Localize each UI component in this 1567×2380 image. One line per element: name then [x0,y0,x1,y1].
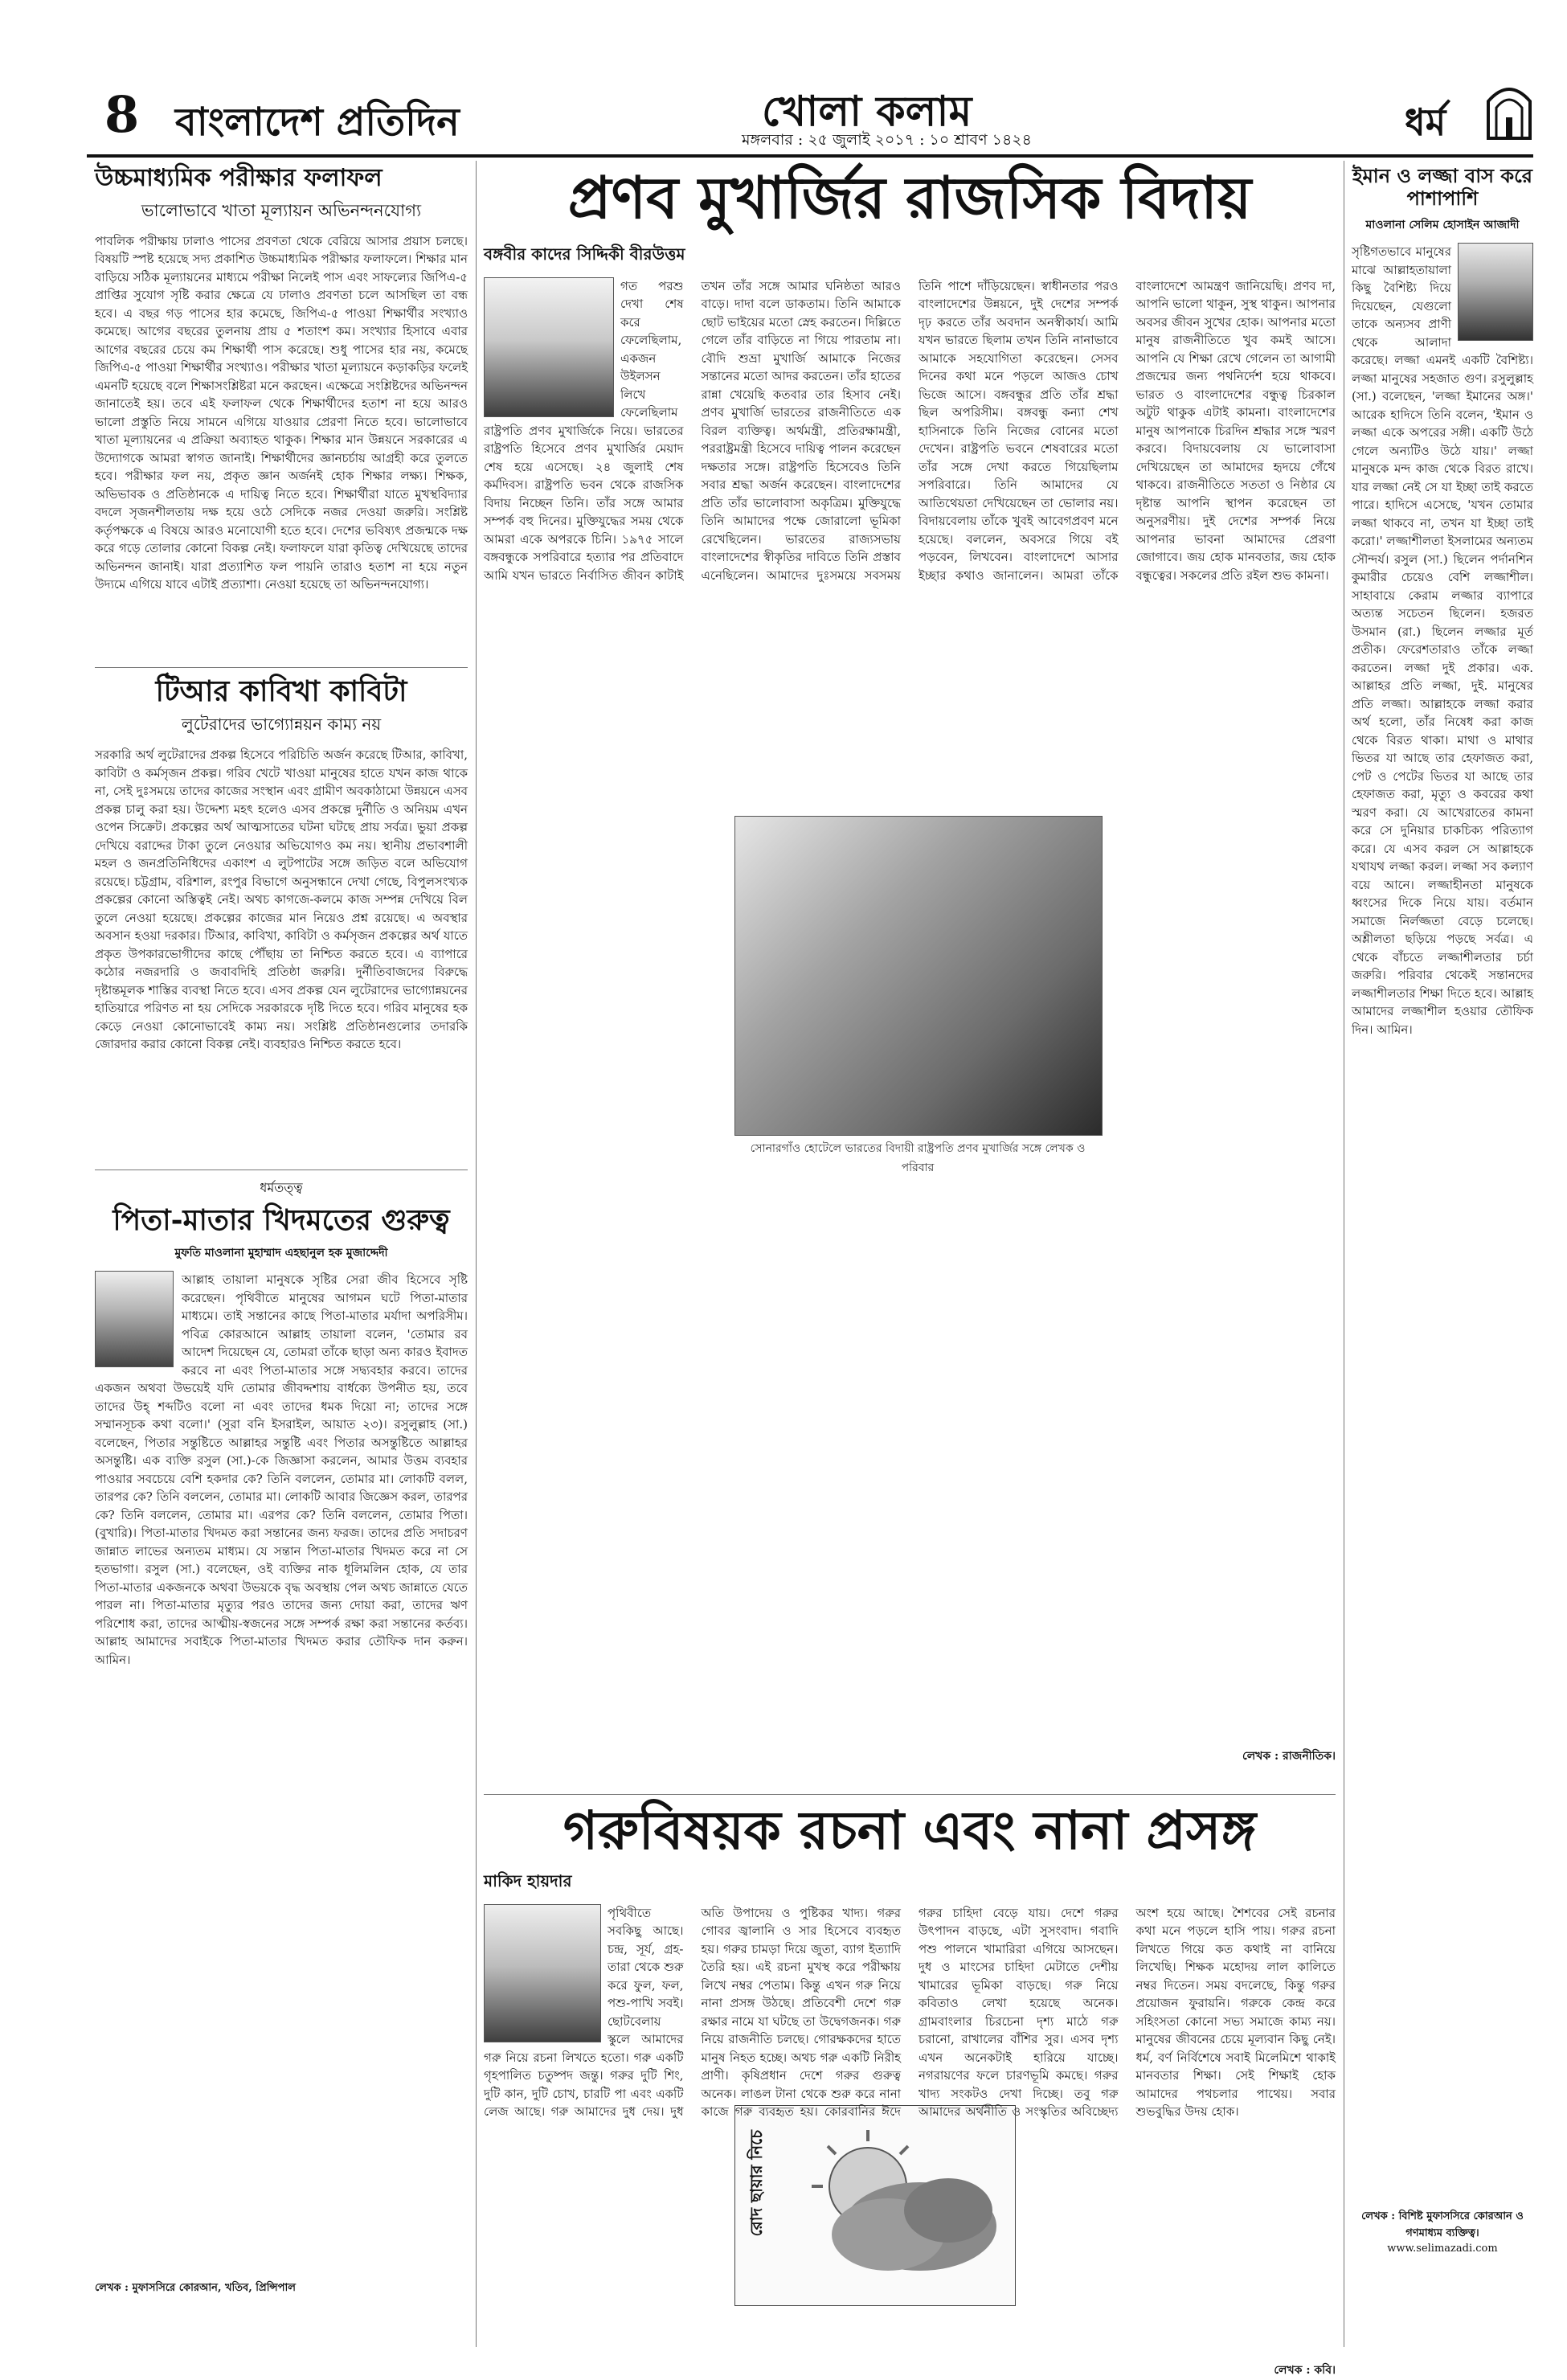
tr-editorial [95,675,468,1165]
page-number: 8 [104,85,140,144]
cow-article [484,1799,1336,2377]
hsc-editorial [95,165,468,663]
masthead-rule [87,154,1533,158]
pranab-headline: প্রণব মুখার্জির রাজসিক বিদায় [567,163,1252,231]
column-divider-left [476,161,477,2347]
separator [484,1794,1336,1795]
parents-body: আল্লাহ তায়ালা মানুষকে সৃষ্টির সেরা জীব হিসেবে সৃষ্টি করেছেন। পৃথিবীতে মানুষের আগমন ঘটে পিতা-মাতার মাধ্যমে। তাই সন্তানের কাছে পিতা-মাতার মর্যাদা অপরিসীম। পবিত্র কোরআনে আল্লাহ তায়ালা বলেন, 'তোমার রব আদেশ দিয়েছেন যে, তোমরা তাঁকে ছাড়া অন্য কারও ইবাদত করবে না এবং পিতা-মাতার সঙ্গে সদ্ব্যবহার করবে। তাদের একজন অথবা উভয়েই যদি তোমার জীবদ্দশায় বার্ধক্যে উপনীত হয়, তবে তাদের উহ্‌ শব্দটিও বলো না এবং তাদের ধমক দিয়ো না; তাদের সঙ্গে সম্মানসূচক কথা বলো।' (সুরা বনি ইসরাইল, আয়াত ২৩)। রসুলুল্লাহ (সা.) বলেছেন, পিতার সন্তুষ্টিতে আল্লাহর সন্তুষ্টি এবং পিতার অসন্তুষ্টিতে আল্লাহর অসন্তুষ্টি। এক ব্যক্তি রসুল (সা.)-কে জিজ্ঞাসা করলেন, আমার উত্তম ব্যবহার পাওয়ার সবচেয়ে বেশি হকদার কে? তিনি বললেন, তোমার মা। লোকটি বলল, তারপর কে? তিনি বললেন, তোমার মা। লোকটি আবার জিজ্ঞেস করল, তারপর কে? তিনি বললেন, তোমার মা। এরপর কে? তিনি বললেন, তোমার পিতা। (বুখারি)। পিতা-মাতার খিদমত করা সন্তানের জন্য ফরজ। তাদের প্রতি সদাচরণ জান্নাত লাভের অন্যতম মাধ্যম। যে সন্তান পিতা-মাতার খিদমত করে না সে হতভাগা। রসুল (সা.) বলেছেন, ওই ব্যক্তির নাক ধূলিমলিন হোক, যে তার পিতা-মাতার একজনকে অথবা উভয়কে বৃদ্ধ অবস্থায় পেল অথচ জান্নাতে যেতে পারল না। পিতা-মাতার মৃত্যুর পরও তাদের জন্য দোয়া করা, তাদের ঋণ পরিশোধ করা, তাদের আত্মীয়-স্বজনের সঙ্গে সম্পর্ক রক্ষা করা সন্তানের কর্তব্য। আল্লাহ আমাদের সবাইকে পিতা-মাতার খিদমত করার তৌফিক দান করুন। আমিন। [95,1272,468,1667]
cow-author-note: লেখক : কবি। [1274,2363,1336,2377]
photo-caption: সোনারগাঁও হোটেলে ভারতের বিদায়ী রাষ্ট্রপতি প্রণব মুখার্জির সঙ্গে লেখক ও পরিবার [750,1141,1086,1174]
pranab-body [484,277,1336,1740]
author-portrait [95,1271,174,1367]
masthead [87,71,1533,151]
pranab-article [484,165,1336,1788]
weather-box-title: রোদ ছায়ার নিচে [747,2129,766,2237]
hsc-body: পাবলিক পরীক্ষায় ঢালাও পাসের প্রবণতা থেকে বেরিয়ে আসার প্রয়াস চলছে। বিষয়টি স্পষ্ট হয়েছে সদ্য প্রকাশিত উচ্চমাধ্যমিক পরীক্ষার ফলাফলে। শিক্ষার মান বাড়িয়ে সঠিক মূল্যায়নের মাধ্যমে পরীক্ষা নিলেই পাস এবং সাফল্যের জিপিএ-৫ প্রাপ্তির সুযোগ সৃষ্টি করার ক্ষেত্রে যে ঢালাও প্রবণতা চলে আসছিল তা বন্ধ হবে। এ বছর গড় পাসের হার কমেছে, জিপিএ-৫ পাওয়া শিক্ষার্থীর সংখ্যাও কমেছে। আগের বছরের তুলনায় প্রায় ৫ শতাংশ কম। সংখ্যার হিসাবে এবার আগের বছরের চেয়ে কম শিক্ষার্থী পাস করেছে। শুধু পাসের হার নয়, কমেছে জিপিএ-৫ পাওয়া শিক্ষার্থীর সংখ্যাও। পরীক্ষার খাতা মূল্যায়নে কড়াকড়ির ফলেই এমনটি হয়েছে বলে শিক্ষাসংশ্লিষ্টরা মনে করছেন। এক্ষেত্রে সংশ্লিষ্টদের অভিনন্দন জানাতেই হয়। তবে এই ফলাফল থেকে শিক্ষার্থীদের হতাশ না হয়ে আরও ভালো প্রস্তুতি নিয়ে সামনে এগিয়ে যাওয়ার প্রেরণা নিতে হবে। ভালোভাবে খাতা মূল্যায়নের এ প্রক্রিয়া অব্যাহত থাকুক। শিক্ষার মান উন্নয়নে সরকারের এ উদ্যোগকে আমরা স্বাগত জানাই। শিক্ষার্থীদের জ্ঞানচর্চায় আগ্রহী করে তুলতে হবে। পরীক্ষার ফল নয়, প্রকৃত জ্ঞান অর্জনই হোক শিক্ষার লক্ষ্য। শিক্ষক, অভিভাবক ও প্রতিষ্ঠানকে এ দায়িত্ব নিতে হবে। শিক্ষার্থীরা যাতে মুখস্থবিদ্যার বদলে সৃজনশীলতায় দক্ষ হয়ে ওঠে সেদিকে নজর দেওয়া জরুরি। সংশ্লিষ্ট কর্তৃপক্ষকে এ বিষয়ে আরও মনোযোগী হতে হবে। দেশের ভবিষ্যৎ প্রজন্মকে দক্ষ করে গড়ে তোলার কোনো বিকল্প নেই। ফলাফলে যারা কৃতিত্ব দেখিয়েছে তাদের অভিনন্দন জানাই। যারা প্রত্যাশিত ফল পায়নি তারাও হতাশ না হয়ে নতুন উদ্যমে এগিয়ে যাবে এটাই প্রত্যাশা। নেওয়া হয়েছে তা অভিনন্দনযোগ্য। [95,233,468,592]
hsc-subhead: ভালোভাবে খাতা মূল্যায়ন অভিনন্দনযোগ্য [141,200,422,220]
parents-kicker: ধর্মতত্ত্ব [260,1180,303,1195]
cow-body [484,1904,1336,2362]
separator [95,667,468,668]
cow-body-text: পৃথিবীতে সবকিছু আছে। চন্দ্র, সূর্য, গ্রহ-তারা থেকে শুরু করে ফুল, ফল, পশু-পাখি সবই। ছোটবেলায় স্কুলে আমাদের গরু নিয়ে রচনা লিখতে হতো। গরু একটি গৃহপালিত চতুষ্পদ জন্তু। গরুর দুটি শিং, দুটি কান, দুটি চোখ, চারটি পা এবং একটি লেজ আছে। গরু আমাদের দুধ দেয়। দুধ অতি উপাদেয় ও পুষ্টিকর খাদ্য। গরুর গোবর জ্বালানি ও সার হিসেবে ব্যবহৃত হয়। গরুর চামড়া দিয়ে জুতা, ব্যাগ ইত্যাদি তৈরি হয়। এই রচনা মুখস্থ করে পরীক্ষায় লিখে নম্বর পেতাম। কিন্তু এখন গরু নিয়ে নানা প্রসঙ্গ উঠছে। প্রতিবেশী দেশে গরু রক্ষার নামে যা ঘটছে তা উদ্বেগজনক। গরু নিয়ে রাজনীতি চলছে। গোরক্ষকদের হাতে মানুষ নিহত হচ্ছে। অথচ গরু একটি নিরীহ প্রাণী। কৃষিপ্রধান দেশে গরুর গুরুত্ব অনেক। লাঙল টানা থেকে শুরু করে নানা কাজে গরু ব্যবহৃত হয়। কোরবানির ঈদে গরুর চাহিদা বেড়ে যায়। দেশে গরুর উৎপাদন বাড়ছে, এটা সুসংবাদ। গবাদি পশু পালনে খামারিরা এগিয়ে আসছেন। দুধ ও মাংসের চাহিদা মেটাতে দেশীয় খামারের ভূমিকা বাড়ছে। গরু নিয়ে কবিতাও লেখা হয়েছে অনেক। গ্রামবাংলার চিরচেনা দৃশ্য মাঠে গরু চরানো, রাখালের বাঁশির সুর। এসব দৃশ্য এখন অনেকটাই হারিয়ে যাচ্ছে। নগরায়ণের ফলে চারণভূমি কমছে। গরুর খাদ্য সংকটও দেখা দিচ্ছে। তবু গরু আমাদের অর্থনীতি ও সংস্কৃতির অবিচ্ছেদ্য অংশ হয়ে আছে। শৈশবের সেই রচনার কথা মনে পড়লে হাসি পায়। গরুর রচনা লিখতে গিয়ে কত কথাই না বানিয়ে লিখেছি। শিক্ষক মহোদয় লাল কালিতে নম্বর দিতেন। সময় বদলেছে, কিন্তু গরুর প্রয়োজন ফুরায়নি। গরুকে কেন্দ্র করে সহিংসতা কোনো সভ্য সমাজে কাম্য নয়। মানুষের জীবনের চেয়ে মূল্যবান কিছু নেই। ধর্ম, বর্ণ নির্বিশেষে সবাই মিলেমিশে থাকাই মানবতার শিক্ষা। সেই শিক্ষাই হোক আমাদের পথচলার পাথেয়। সবার শুভবুদ্ধির উদয় হোক। [484,1905,1336,2120]
parents-byline: মুফতি মাওলানা মুহাম্মাদ এহছানুল হক মুজাদ্দেদী [174,1247,388,1260]
parents-article [95,1178,468,2347]
pranab-author-note: লেখক : রাজনীতিক। [1242,1749,1336,1763]
parents-author-note: লেখক : মুফাসসিরে কোরআন, খতিব, প্রিন্সিপাল [95,2282,296,2295]
religion-section-label: ধর্ম [1405,100,1446,144]
iman-body: সৃষ্টিগতভাবে মানুষের মাঝে আল্লাহতায়ালা কিছু বৈশিষ্ট্য দিয়ে দিয়েছেন, যেগুলো তাকে অন্যসব প্রাণী থেকে আলাদা করেছে। লজ্জা এমনই একটি বৈশিষ্ট্য। লজ্জা মানুষের সহজাত গুণ। রসুলুল্লাহ (সা.) বলেছেন, 'লজ্জা ইমানের অঙ্গ।' আরেক হাদিসে তিনি বলেন, 'ইমান ও লজ্জা একে অপরের সঙ্গী। একটি উঠে গেলে অন্যটিও উঠে যায়।' লজ্জা মানুষকে মন্দ কাজ থেকে বিরত রাখে। যার লজ্জা নেই সে যা ইচ্ছা তাই করতে পারে। হাদিসে এসেছে, 'যখন তোমার লজ্জা থাকবে না, তখন যা ইচ্ছা তাই করো।' লজ্জাশীলতা ইসলামের অন্যতম সৌন্দর্য। রসুল (সা.) ছিলেন পর্দানশিন কুমারীর চেয়েও বেশি লজ্জাশীল। সাহাবায়ে কেরাম লজ্জার ব্যাপারে অত্যন্ত সচেতন ছিলেন। হজরত উসমান (রা.) ছিলেন লজ্জার মূর্ত প্রতীক। ফেরেশতারাও তাঁকে লজ্জা করতেন। লজ্জা দুই প্রকার। এক. আল্লাহর প্রতি লজ্জা, দুই. মানুষের প্রতি লজ্জা। আল্লাহকে লজ্জা করার অর্থ হলো, তাঁর নিষেধ করা কাজ থেকে বিরত থাকা। মাথা ও মাথার ভিতর যা আছে তার হেফাজত করা, পেট ও পেটের ভিতর যা আছে তার হেফাজত করা, মৃত্যু ও কবরের কথা স্মরণ করা। যে আখেরাতের কামনা করে সে দুনিয়ার চাকচিক্য পরিত্যাগ করে। যে এসব করল সে আল্লাহকে যথাযথ লজ্জা করল। লজ্জা সব কল্যাণ বয়ে আনে। লজ্জাহীনতা মানুষকে ধ্বংসের দিকে নিয়ে যায়। বর্তমান সমাজে নির্লজ্জতা বেড়ে চলেছে। অশ্লীলতা ছড়িয়ে পড়ছে সর্বত্র। এ থেকে বাঁচতে লজ্জাশীলতার চর্চা জরুরি। পরিবার থেকেই সন্তানদের লজ্জাশীলতার শিক্ষা দিতে হবে। আল্লাহ আমাদের লজ্জাশীল হওয়ার তৌফিক দিন। আমিন। [1352,244,1533,1037]
pranab-body-text: গত পরশু দেখা শেষ করে ফেলেছিলাম, একজন উইলসন লিখে ফেলেছিলাম রাষ্ট্রপতি প্রণব মুখার্জিকে নিয়ে। ভারতের রাষ্ট্রপতি হিসেবে প্রণব মুখার্জির মেয়াদ শেষ হয়ে এসেছে। ২৪ জুলাই শেষ কর্মদিবস। রাষ্ট্রপতি ভবন থেকে রাজসিক বিদায় নিচ্ছেন তিনি। তাঁর সঙ্গে আমার সম্পর্ক বহু দিনের। মুক্তিযুদ্ধের সময় থেকে আমরা একে অপরকে চিনি। ১৯৭৫ সালে বঙ্গবন্ধুকে সপরিবারে হত্যার পর প্রতিবাদে আমি যখন ভারতে নির্বাসিত জীবন কাটাই তখন তাঁর সঙ্গে আমার ঘনিষ্ঠতা আরও বাড়ে। দাদা বলে ডাকতাম। তিনি আমাকে ছোট ভাইয়ের মতো স্নেহ করতেন। দিল্লিতে গেলে তাঁর বাড়িতে না গিয়ে পারতাম না। বৌদি শুভ্রা মুখার্জি আমাকে নিজের সন্তানের মতো আদর করতেন। তাঁর হাতের রান্না খেয়েছি কতবার তার হিসাব নেই। প্রণব মুখার্জি ভারতের রাজনীতিতে এক বিরল ব্যক্তিত্ব। অর্থমন্ত্রী, প্রতিরক্ষামন্ত্রী, পররাষ্ট্রমন্ত্রী হিসেবে দায়িত্ব পালন করেছেন দক্ষতার সঙ্গে। রাষ্ট্রপতি হিসেবেও তিনি সবার শ্রদ্ধা অর্জন করেছেন। বাংলাদেশের প্রতি তাঁর ভালোবাসা অকৃত্রিম। মুক্তিযুদ্ধে তিনি আমাদের পক্ষে জোরালো ভূমিকা রেখেছিলেন। ভারতের রাজ্যসভায় বাংলাদেশের স্বীকৃতির দাবিতে তিনি প্রস্তাব এনেছিলেন। আমাদের দুঃসময়ে সবসময় তিনি পাশে দাঁড়িয়েছেন। স্বাধীনতার পরও বাংলাদেশের উন্নয়নে, দুই দেশের সম্পর্ক দৃঢ় করতে তাঁর অবদান অনস্বীকার্য। আমি যখন ভারতে ছিলাম তখন তিনি নানাভাবে আমাকে সহযোগিতা করেছেন। সেসব দিনের কথা মনে পড়লে আজও চোখ ভিজে আসে। বঙ্গবন্ধুর প্রতি তাঁর শ্রদ্ধা ছিল অপরিসীম। বঙ্গবন্ধু কন্যা শেখ হাসিনাকে তিনি নিজের বোনের মতো দেখেন। রাষ্ট্রপতি ভবনে শেষবারের মতো তাঁর সঙ্গে দেখা করতে গিয়েছিলাম সপরিবারে। তিনি আমাদের যে আতিথেয়তা দেখিয়েছেন তা ভোলার নয়। বিদায়বেলায় তাঁকে খুবই আবেগপ্রবণ মনে হয়েছে। বললেন, অবসরে গিয়ে বই পড়বেন, লিখবেন। বাংলাদেশে আসার ইচ্ছার কথাও জানালেন। আমরা তাঁকে বাংলাদেশে আমন্ত্রণ জানিয়েছি। প্রণব দা, আপনি ভালো থাকুন, সুস্থ থাকুন। আপনার অবসর জীবন সুখের হোক। আপনার মতো মানুষ রাজনীতিতে খুব কমই আসে। আপনি যে শিক্ষা রেখে গেলেন তা আগামী প্রজন্মের জন্য পথনির্দেশ হয়ে থাকবে। ভারত ও বাংলাদেশের বন্ধুত্ব চিরকাল অটুট থাকুক এটাই কামনা। বাংলাদেশের মানুষ আপনাকে চিরদিন শ্রদ্ধার সঙ্গে স্মরণ করবে। বিদায়বেলায় যে ভালোবাসা দেখিয়েছেন তা আমাদের হৃদয়ে গেঁথে থাকবে। রাজনীতিতে সততা ও নিষ্ঠার যে দৃষ্টান্ত আপনি স্থাপন করেছেন তা অনুসরণীয়। দুই দেশের সম্পর্ক নিয়ে আপনার ভাবনা আমাদের প্রেরণা জোগাবে। জয় হোক মানবতার, জয় হোক বন্ধুত্বের। সকলের প্রতি রইল শুভ কামনা। [484,278,1336,583]
cow-headline: গরুবিষয়ক রচনা এবং নানা প্রসঙ্গ [563,1799,1257,1862]
hsc-headline: উচ্চমাধ্যমিক পরীক্ষার ফলাফল [95,164,383,192]
author-portrait [1458,243,1533,341]
newspaper-name: বাংলাদেশ প্রতিদিন [175,100,460,145]
mosque-icon [1483,77,1535,140]
pranab-byline: বঙ্গবীর কাদের সিদ্দিকী বীরউত্তম [484,244,685,264]
tr-subhead: লুটেরাদের ভাগ্যোন্নয়ন কাম্য নয় [181,715,382,735]
tr-body: সরকারি অর্থ লুটেরাদের প্রকল্প হিসেবে পরিচিতি অর্জন করেছে টিআর, কাবিখা, কাবিটা ও কর্মসৃজন প্রকল্প। গরিব খেটে খাওয়া মানুষের হাতে যখন কাজ থাকে না, সেই দুঃসময়ে তাদের কাজের সংস্থান এবং গ্রামীণ অবকাঠামো উন্নয়নে এসব প্রকল্প চালু করা হয়। উদ্দেশ্য মহৎ হলেও এসব প্রকল্পে দুর্নীতি ও অনিয়ম এখন ওপেন সিক্রেট। প্রকল্পের অর্থ আত্মসাতের ঘটনা ঘটছে প্রায় সর্বত্র। ভুয়া প্রকল্প দেখিয়ে বরাদ্দের টাকা তুলে নেওয়ার অভিযোগও কম নয়। স্থানীয় প্রভাবশালী মহল ও জনপ্রতিনিধিদের একাংশ এ লুটপাটের সঙ্গে জড়িত বলে অভিযোগ রয়েছে। চট্টগ্রাম, বরিশাল, রংপুর বিভাগে অনুসন্ধানে দেখা গেছে, বিপুলসংখ্যক প্রকল্পের কোনো অস্তিত্বই নেই। অথচ কাগজে-কলমে কাজ সম্পন্ন দেখিয়ে বিল তুলে নেওয়া হয়েছে। প্রকল্পের কাজের মান নিয়েও প্রশ্ন রয়েছে। এ অবস্থার অবসান হওয়া দরকার। টিআর, কাবিখা, কাবিটা ও কর্মসৃজন প্রকল্পের অর্থ যাতে প্রকৃত উপকারভোগীদের কাছে পৌঁছায় তা নিশ্চিত করতে হবে। এ ব্যাপারে কঠোর নজরদারি ও জবাবদিহি প্রতিষ্ঠা জরুরি। দুর্নীতিবাজদের বিরুদ্ধে দৃষ্টান্তমূলক শাস্তির ব্যবস্থা নিতে হবে। এসব প্রকল্প যেন লুটেরাদের ভাগ্যোন্নয়নের হাতিয়ারে পরিণত না হয় সেদিকে সরকারকে দৃষ্টি দিতে হবে। গরিব মানুষের হক কেড়ে নেওয়া কোনোভাবেই কাম্য নয়। সংশ্লিষ্ট প্রতিষ্ঠানগুলোর তদারকি জোরদার করার কোনো বিকল্প নেই। ব্যবহারও নিশ্চিত করতে হবে। [95,748,468,1052]
tr-headline: টিআর কাবিখা কাবিটা [155,674,407,708]
iman-article [1352,165,1533,2347]
iman-author-note: লেখক : বিশিষ্ট মুফাসসিরে কোরআন ও গণমাধ্যম ব্যক্তিত্ব। [1361,2210,1524,2240]
iman-byline: মাওলানা সেলিম হোসাইন আজাদী [1365,219,1520,232]
dateline: মঙ্গলবার : ২৫ জুলাই ২০১৭ : ১০ শ্রাবণ ১৪২৪ [742,131,1032,149]
parents-headline: পিতা-মাতার খিদমতের গুরুত্ব [113,1203,450,1237]
iman-headline: ইমান ও লজ্জা বাস করে পাশাপাশি [1352,164,1533,210]
section-title: খোলা কলাম [762,87,972,136]
iman-website: www.selimazadi.com [1387,2243,1498,2255]
cow-byline: মাকিদ হায়দার [484,1870,572,1890]
